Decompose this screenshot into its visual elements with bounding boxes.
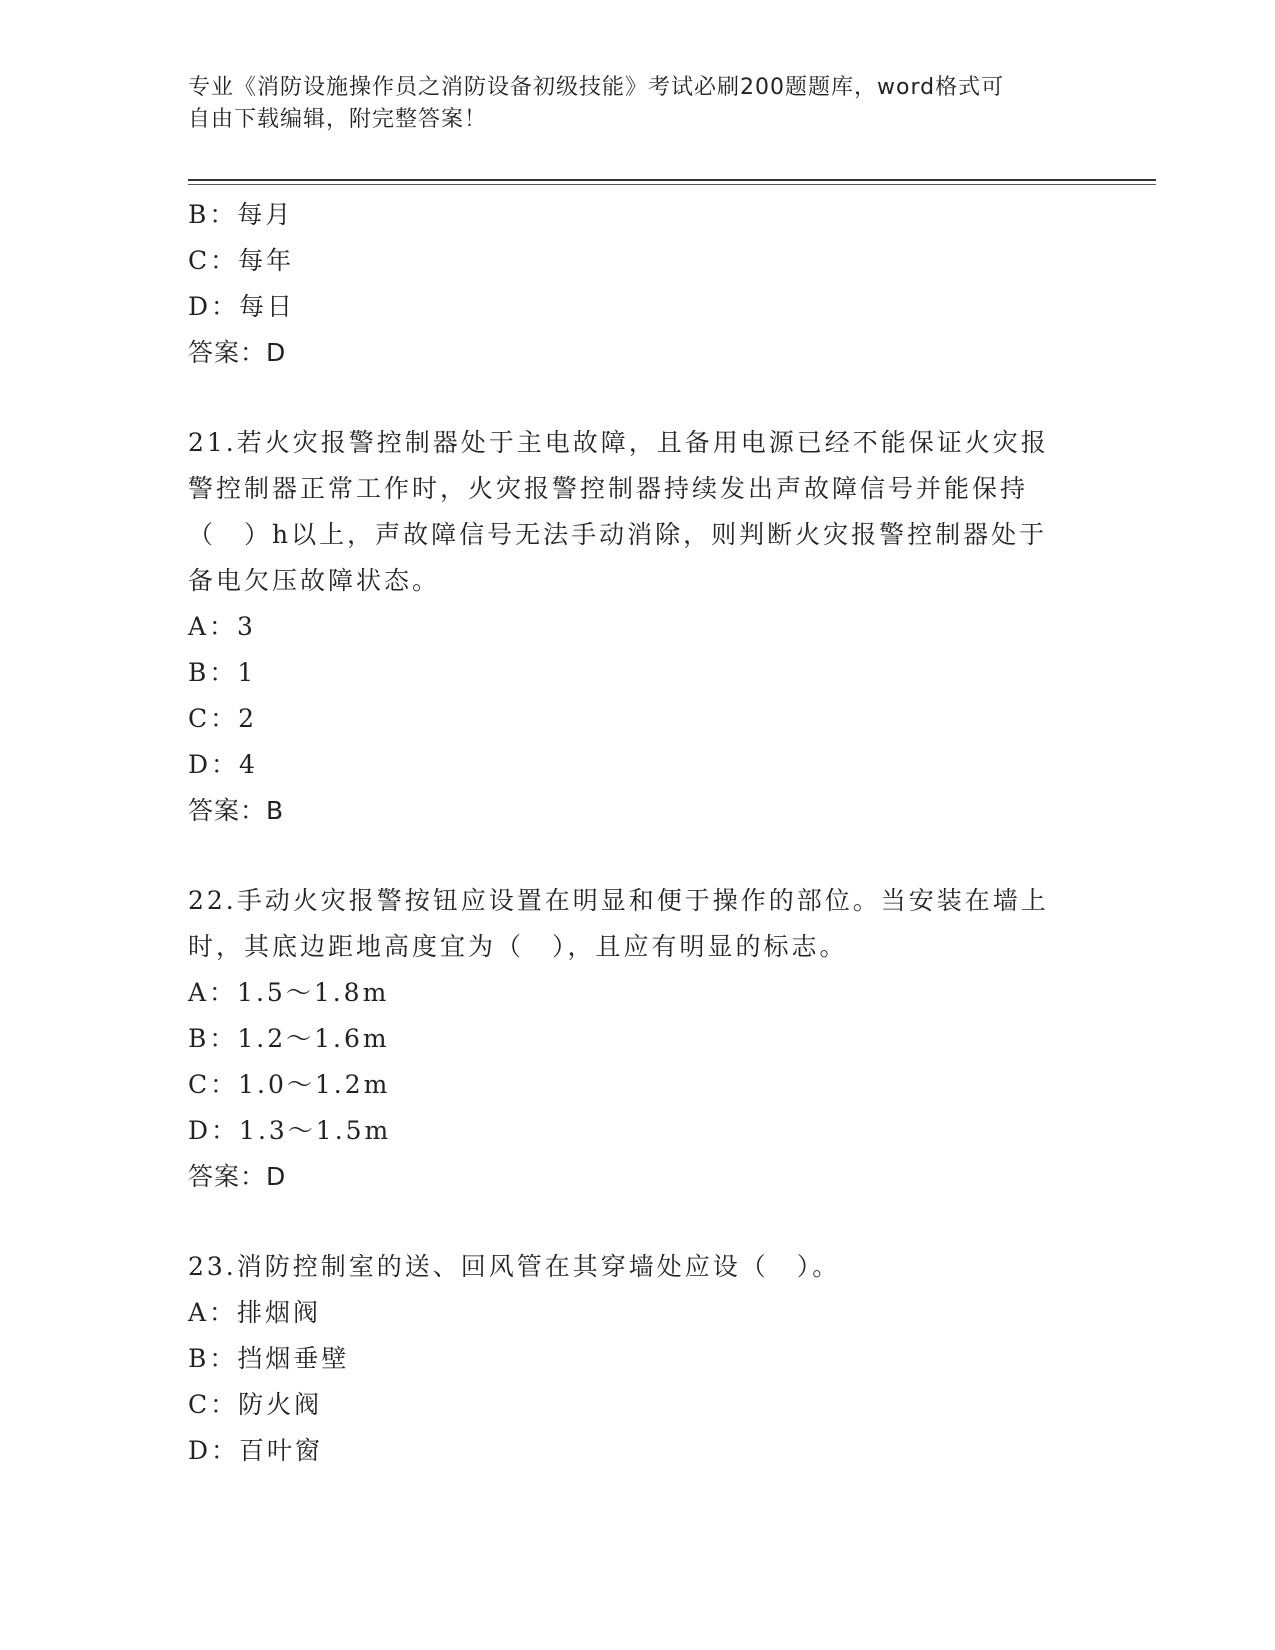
question-stem	[188, 878, 1088, 970]
stem-line: 备电欠压故障状态。	[188, 566, 441, 595]
stem-line: 22.手动火灾报警按钮应设置在明显和便于操作的部位。当安装在墙上	[188, 886, 1049, 915]
option-d: D：4	[188, 750, 258, 779]
answer-line: 答案：B	[188, 796, 285, 825]
option-c: C：2	[188, 704, 258, 733]
option-b: B：1.2～1.6m	[188, 1024, 390, 1053]
header-line-1: 专业《消防设施操作员之消防设备初级技能》考试必刷200题题库，word格式可	[188, 75, 1005, 100]
stem-line: 21.若火灾报警控制器处于主电故障，且备用电源已经不能保证火灾报	[188, 428, 1049, 457]
header-line-2: 自由下载编辑，附完整答案！	[188, 107, 488, 132]
question-20-tail	[188, 192, 1088, 376]
stem-line: 时，其底边距地高度宜为（ ），且应有明显的标志。	[188, 932, 848, 961]
option-d: D：1.3～1.5m	[188, 1116, 392, 1145]
option-c: C：防火阀	[188, 1390, 323, 1419]
stem-line: 23.消防控制室的送、回风管在其穿墙处应设（ ）。	[188, 1252, 841, 1281]
document-header	[188, 72, 1068, 136]
option-a: A：1.5～1.8m	[188, 978, 390, 1007]
option-b: B：每月	[188, 200, 294, 229]
header-divider-thick	[188, 179, 1156, 181]
option-a: A：3	[188, 612, 256, 641]
option-b: B：1	[188, 658, 257, 687]
question-22	[188, 878, 1088, 1200]
question-stem	[188, 420, 1088, 604]
option-b: B：挡烟垂壁	[188, 1344, 350, 1373]
answer-line: 答案：D	[188, 338, 287, 367]
stem-line: （ ）h以上，声故障信号无法手动消除，则判断火灾报警控制器处于	[188, 520, 1048, 549]
question-list	[188, 192, 1088, 1474]
answer-line: 答案：D	[188, 1162, 287, 1191]
header-divider-thin	[188, 184, 1156, 185]
question-23	[188, 1244, 1088, 1474]
question-21	[188, 420, 1088, 834]
question-stem	[188, 1244, 1088, 1290]
option-a: A：排烟阀	[188, 1298, 322, 1327]
stem-line: 警控制器正常工作时，火灾报警控制器持续发出声故障信号并能保持	[188, 474, 1029, 503]
option-c: C：每年	[188, 246, 295, 275]
option-d: D：每日	[188, 292, 296, 321]
option-d: D：百叶窗	[188, 1436, 324, 1465]
option-c: C：1.0～1.2m	[188, 1070, 391, 1099]
